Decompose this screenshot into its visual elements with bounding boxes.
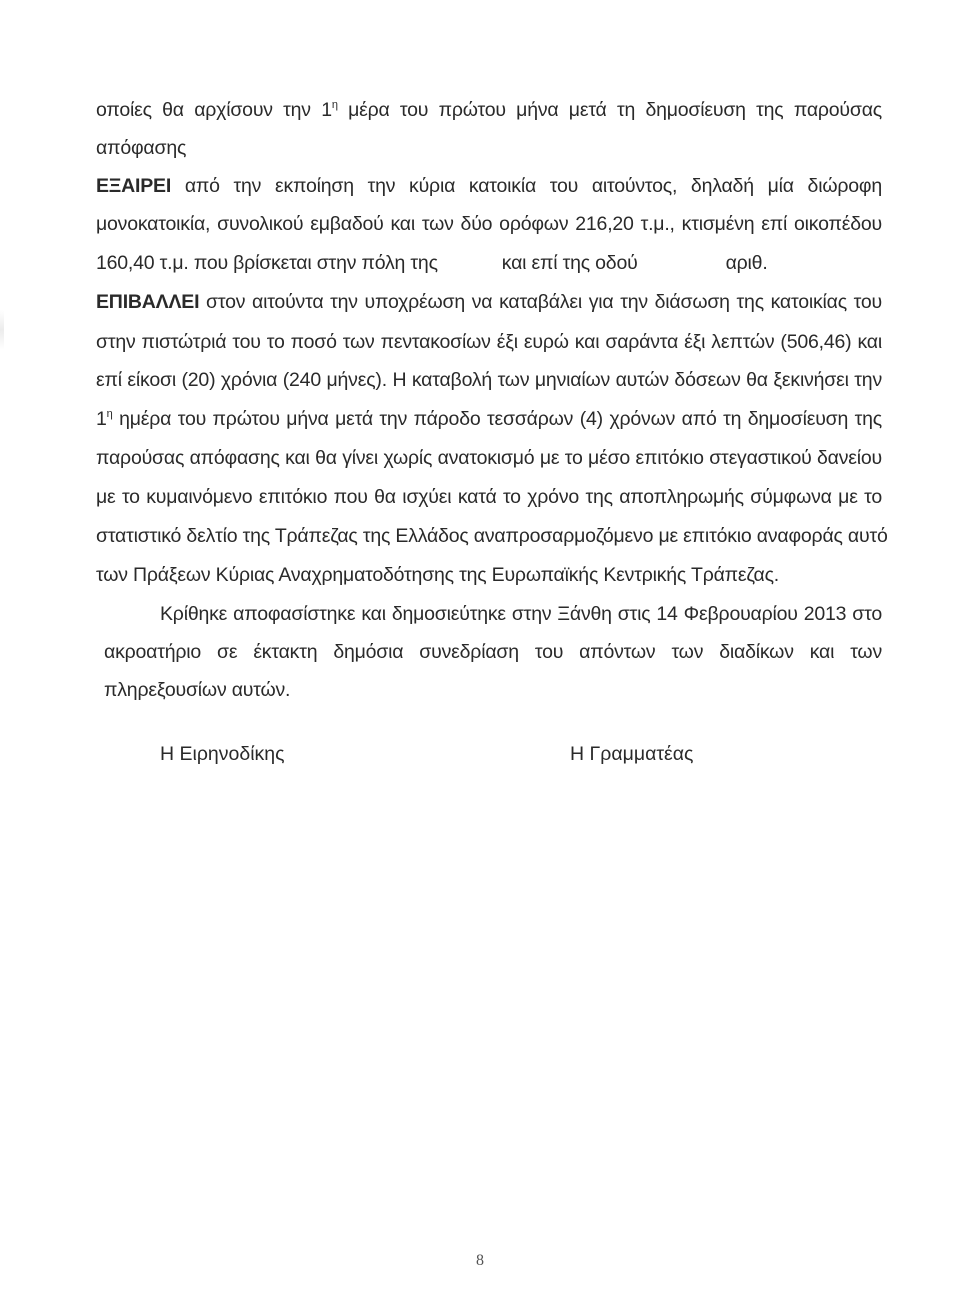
line-text: ημέρα του πρώτου μήνα μετά την πάροδο τεσσάρων (4) χρόνων από τη δημοσίευση της bbox=[112, 408, 882, 430]
paragraph-line-3 bbox=[96, 166, 882, 206]
ordinal-superscript: η bbox=[331, 99, 338, 111]
paragraph-line-10 bbox=[96, 438, 882, 478]
paragraph-line-1 bbox=[96, 90, 882, 130]
paragraph-line-2 bbox=[96, 128, 882, 168]
line-text: παρούσας απόφασης και θα γίνει χωρίς ανατοκισμό με το μέσο επιτόκιο στεγαστικού δανείου bbox=[96, 447, 882, 469]
paragraph-line-7 bbox=[96, 322, 882, 362]
paragraph-line-15 bbox=[104, 632, 882, 672]
paragraph-line-14 bbox=[160, 594, 882, 634]
paragraph-line-13 bbox=[96, 555, 882, 595]
line-text: ακροατήριο σε έκτακτη δημόσια συνεδρίαση του απόντων των διαδίκων και των bbox=[104, 641, 882, 663]
line-text: πληρεξουσίων αυτών. bbox=[104, 679, 291, 701]
line-text: Κρίθηκε αποφασίστηκε και δημοσιεύτηκε στην Ξάνθη στις 14 Φεβρουαρίου 2013 στο bbox=[160, 603, 882, 625]
line-text: στην πιστώτριά του το ποσό των πεντακοσίων έξι ευρώ και σαράντα έξι λεπτών (506,46) και bbox=[96, 331, 882, 353]
line-text: μέρα του πρώτου μήνα μετά τη δημοσίευση της παρούσας bbox=[337, 99, 882, 121]
paragraph-line-12 bbox=[96, 516, 888, 556]
line-text: μονοκατοικία, συνολικού εμβαδού και των δύο ορόφων 216,20 τ.μ., κτισμένη επί οικοπέδου bbox=[96, 213, 882, 235]
paragraph-line-9 bbox=[96, 399, 882, 439]
line-text: και επί της οδού bbox=[501, 252, 638, 274]
line-text: με το κυμαινόμενο επιτόκιο που θα ισχύει κατά το χρόνο της αποπληρωμής σύμφωνα με το bbox=[96, 486, 882, 508]
ordinal-superscript: η bbox=[106, 408, 113, 420]
line-text: των Πράξεων Κύριας Αναχρηματοδότησης της Ευρωπαϊκής Κεντρικής Τράπεζας. bbox=[96, 564, 780, 586]
line-text: στον αιτούντα την υποχρέωση να καταβάλει για την διάσωση της κατοικίας του bbox=[199, 291, 882, 313]
paragraph-line-4 bbox=[96, 204, 882, 244]
line-text: αριθ. bbox=[725, 252, 768, 274]
line-text: 160,40 τ.μ. που βρίσκεται στην πόλη της bbox=[96, 252, 438, 274]
paragraph-line-11 bbox=[96, 477, 882, 517]
line-text: 1 bbox=[96, 408, 107, 430]
paragraph-line-5 bbox=[96, 243, 882, 283]
signature-judge: Η Ειρηνοδίκης bbox=[160, 743, 285, 765]
paragraph-line-6 bbox=[96, 282, 882, 322]
signature-secretary: Η Γραμματέας bbox=[570, 743, 694, 765]
line-text: στατιστικό δελτίο της Τράπεζας της Ελλάδος αναπροσαρμοζόμενο με επιτόκιο αναφοράς αυτό bbox=[96, 525, 888, 547]
line-text: απόφασης bbox=[96, 137, 187, 159]
line-text: από την εκποίηση την κύρια κατοικία του αιτούντος, δηλαδή μία διώροφη bbox=[171, 175, 882, 197]
page-number: 8 bbox=[476, 1252, 484, 1269]
line-text: επί είκοσι (20) χρόνια (240 μήνες). Η καταβολή των μηνιαίων αυτών δόσεων θα ξεκινήσει την bbox=[96, 369, 882, 391]
line-text: οποίες θα αρχίσουν την 1 bbox=[96, 99, 332, 121]
paragraph-line-16 bbox=[104, 670, 890, 710]
keyword-exairei: ΕΞΑΙΡΕΙ bbox=[96, 175, 172, 197]
scan-artifact bbox=[0, 310, 4, 350]
keyword-epivallei: ΕΠΙΒΑΛΛΕΙ bbox=[96, 291, 200, 313]
paragraph-line-8 bbox=[96, 360, 882, 400]
